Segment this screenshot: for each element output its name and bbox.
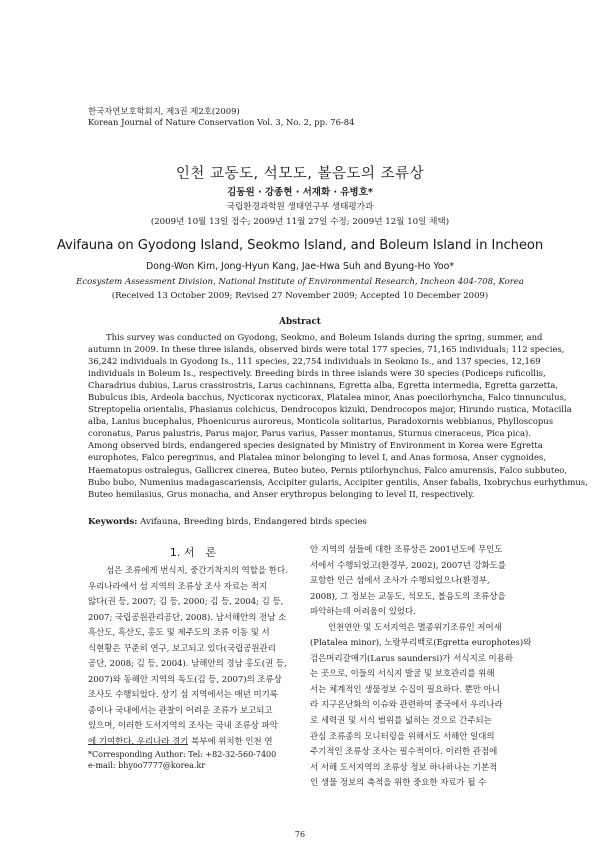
abstract-line: 36,242 individuals in Gyodong Is., 111 species, 22,754 individuals in Seokmo Is., and 137 species, 12,169 [88, 356, 541, 367]
abstract-line: Bubo bubo, Numenius madagascariensis, Accipiter gularis, Accipiter gentilis, Anser fabalis, Ixobrychus eurhythmus, [88, 476, 588, 487]
english-dates: (Received 13 October 2009; Revised 27 November 2009; Accepted 10 December 2009) [111, 291, 489, 301]
body-line: 않다(권 등, 2007; 김 등, 2000; 김 등, 2004; 김 등, [88, 596, 284, 607]
body-line: 검은머리갈매기(Larus saundersi)가 서식지로 이용하 [310, 652, 514, 663]
body-line: 포함한 인근 섬에서 조사가 수행되었으나(환경부, [310, 575, 490, 586]
english-authors: Dong-Won Kim, Jong-Hyun Kang, Jae-Hwa Suh and Byung-Ho Yoo* [145, 261, 455, 272]
journal-name-korean: 한국자연보호학회지, 제3권 제2호(2009) [88, 106, 240, 116]
body-line: 식현황은 꾸준히 연구, 보고되고 있다(국립공원관리 [88, 642, 276, 653]
body-line: (Platalea minor), 노랑부리백로(Egretta europhotes)와 [310, 637, 532, 648]
keywords-text: Avifauna, Breeding birds, Endangered birds species [140, 517, 367, 527]
abstract-line: Haematopus ostralegus, Gallicrex cinerea, Buteo buteo, Pernis ptilorhynchus, Falco amurensis, Falco subbuteo, [88, 464, 568, 475]
abstract-heading: Abstract [279, 317, 321, 327]
english-title: Avifauna on Gyodong Island, Seokmo Island, and Boleum Island in Incheon [56, 238, 544, 253]
body-line: 관심 조류종의 모니터링을 위해서도 서해안 일대의 [310, 730, 495, 741]
english-affiliation: Ecosystem Assessment Division, National Institute of Environmental Research, Incheon 404-708, Korea [76, 277, 524, 287]
footnote [88, 749, 276, 771]
abstract-line: autumn in 2009. In these three islands, observed birds were total 177 species, 71,165 individuals; 112 species, [88, 344, 565, 355]
body-line: 서에서 수행되었고(환경부, 2002), 2007년 강화도를 [310, 559, 507, 570]
section-heading-introduction: 1. 서 론 [169, 546, 217, 559]
korean-title: 인천 교동도, 석모도, 볼음도의 조류상 [175, 166, 425, 182]
abstract-body [88, 331, 588, 500]
abstract-line: europhotes, Falco peregrinus, and Platalea minor belonging to level I, and Anas formosa, Anser cygnoides, [88, 452, 546, 463]
right-column-body [310, 542, 532, 791]
body-line: 서 서해 도서지역의 조류상 정보 하나하나는 기본적 [310, 761, 498, 772]
body-line: 있으며, 이러한 도서지역의 조사는 국내 조류상 파악 [88, 720, 278, 731]
corresponding-author: *Corresponding Author: Tel: +82-32-560-7400 [88, 750, 277, 759]
body-line: 흑산도, 흑산도, 홍도 및 제주도의 조류 이동 및 서 [88, 627, 270, 638]
body-line: 우리나라에서 섬 지역의 조류상 조사 자료는 적지 [88, 580, 268, 591]
body-line: 조사도 수행되었다. 상기 섬 지역에서는 매년 미기록 [88, 689, 278, 700]
body-line: 공단, 2008; 김 등, 2004). 남해안의 경남 홍도(권 등, [88, 658, 287, 669]
journal-name-english: Korean Journal of Nature Conservation Vol. 3, No. 2, pp. 76-84 [88, 117, 355, 127]
abstract-line: individuals in Boleum Is., respectively. Breeding birds in three islands were 30 species (Podiceps ruficollis, [88, 368, 546, 379]
body-line: 에 기여한다. 우리나라 경기 북부에 위치한 인천 연 [88, 736, 273, 747]
abstract-line: Streptopelia orientalis, Phasianus colchicus, Dendrocopos kizuki, Dendrocopos major, Hirundo rustica, Motacilla [88, 404, 572, 415]
keywords-label: Keywords: [88, 517, 138, 527]
body-line: 로 세력권 및 서식 범위를 넓히는 것으로 간주되는 [310, 715, 492, 726]
abstract-line: alba, Lanius bucephalus, Phoenicurus auroreus, Monticola solitarius, Paradoxornis webbianus, Phylloscopus [88, 416, 554, 427]
left-column-body [88, 563, 300, 750]
journal-header [88, 106, 528, 128]
body-line: 종이나 국내에서는 관찰이 어려운 조류가 보고되고 [88, 704, 273, 715]
abstract-line: coronatus, Parus palustris, Parus major, Parus varius, Passer montanus, Sturnus cineraceus, Pica pica). [88, 428, 532, 439]
body-line: 서는 체계적인 생물정보 수집이 필요하다. 뿐만 아니 [310, 683, 500, 694]
abstract-line: Buteo hemilasius, Grus monacha, and Anser erythropus belonging to level II, respectively. [88, 488, 475, 499]
body-line: 라 지구온난화의 이슈와 관련하여 중국에서 우리나라 [310, 699, 503, 710]
footnote-divider [88, 744, 188, 745]
keywords [88, 517, 528, 527]
body-line: 는 곳으로, 이들의 서식지 발굴 및 보호관리를 위해 [310, 668, 495, 679]
body-line: 2007; 국립공원관리공단, 2008). 남서해안의 전남 소 [88, 611, 287, 622]
abstract-line: This survey was conducted on Gyodong, Seokmo, and Boleum Islands during the spring, summer, and [106, 332, 543, 342]
body-line: 인 생물 정보의 축적을 위한 중요한 자료가 될 수 [310, 777, 487, 788]
body-line: 주기적인 조류상 조사는 필수적이다. 이러한 관점에 [310, 746, 498, 757]
body-line: 파악하는데 어려움이 있었다. [310, 606, 416, 617]
author-email: e-mail: bhyoo7777@korea.kr [88, 761, 206, 770]
page-number: 76 [294, 830, 306, 839]
korean-authors: 김동원 · 강종현 · 서재화 · 유병호* [227, 187, 373, 198]
korean-dates: (2009년 10월 13일 접수; 2009년 11월 27일 수정; 2009년 12월 10일 채택) [150, 217, 450, 227]
abstract-line: Bubulcus ibis, Ardeola bacchus, Nycticorax nycticorax, Platalea minor, Anas poecilorhyncha, Falco tinnunculus, [88, 392, 567, 403]
body-line: 2007)와 동해안 지역의 독도(김 등, 2007)의 조류상 [88, 673, 282, 684]
body-line: 인천연안 및 도서지역은 멸종위기조류인 저어새 [328, 621, 502, 632]
body-line: 2008), 그 정보는 교동도, 석모도, 볼음도의 조류상을 [310, 590, 506, 601]
abstract-line: Among observed birds, endangered species designated by Ministry of Environment in Korea were Egretta [88, 440, 543, 451]
abstract-line: Charadrius dubius, Larus crassirostris, Larus cachinnans, Egretta alba, Egretta intermedia, Egretta garzetta, [88, 380, 559, 391]
body-line: 안 지역의 섬들에 대한 조류상은 2001년도에 무인도 [310, 544, 503, 554]
body-line: 섬은 조류에게 번식지, 중간기착지의 역할을 한다. [106, 565, 288, 575]
korean-affiliation: 국립환경과학원 생태연구부 생태평가과 [226, 202, 374, 212]
